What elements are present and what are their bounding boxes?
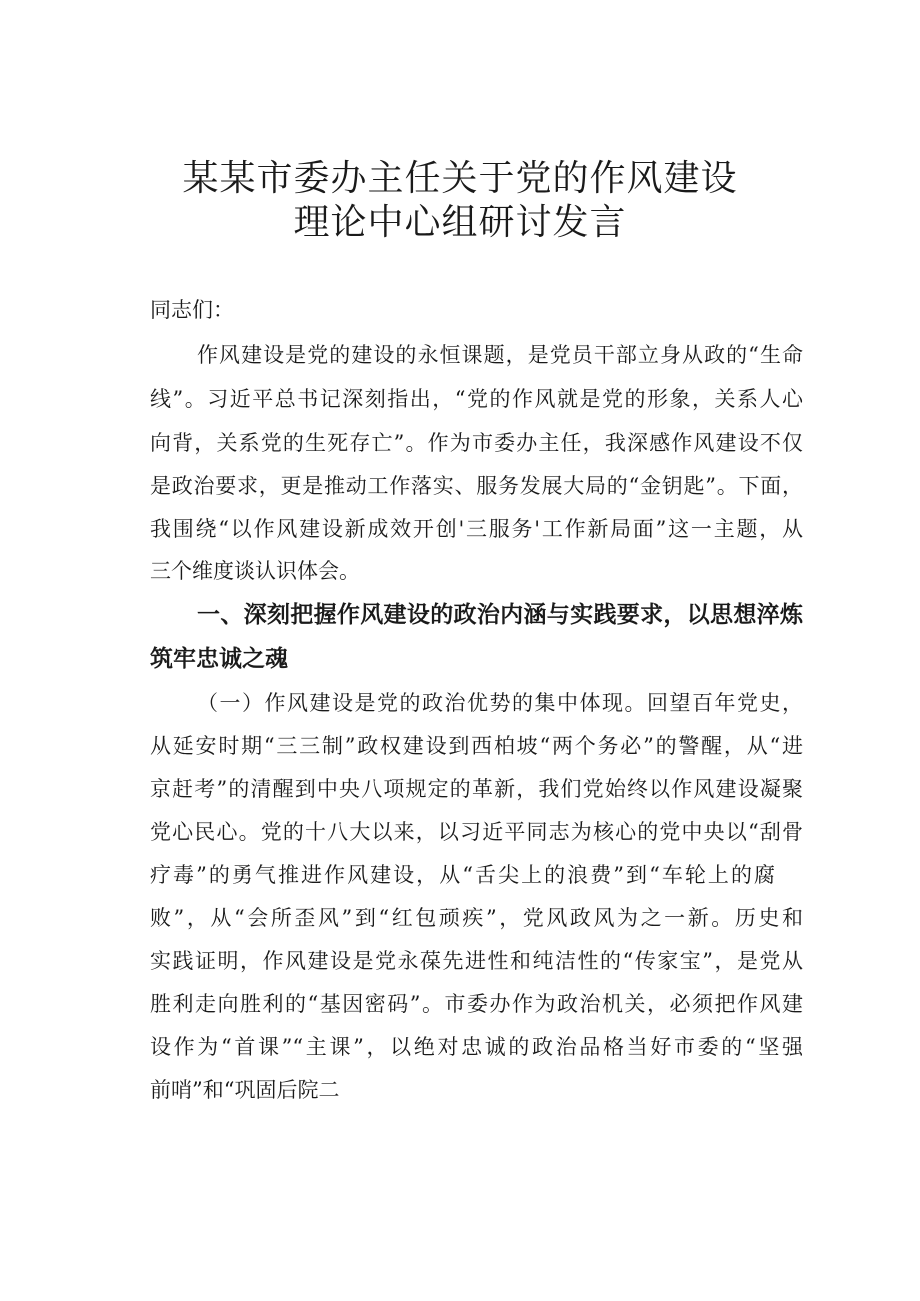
body-line: 设作为“首课”“主课”，以绝对忠诚的政治品格当好市委的“坚强 xyxy=(150,1035,803,1059)
body-line: 败”，从“会所歪风”到“红包顽疾”，党风政风为之一新。历史和 xyxy=(150,906,803,930)
intro-line: 三个维度谈认识体会。 xyxy=(150,559,360,583)
body-line: 实践证明，作风建设是党永葆先进性和纯洁性的“传家宝”，是党从 xyxy=(150,949,803,973)
body-line: 京赶考”的清醒到中央八项规定的革新，我们党始终以作风建设凝聚 xyxy=(150,777,803,801)
intro-line: 向背，关系党的生死存亡”。作为市委办主任，我深感作风建设不仅 xyxy=(150,431,803,455)
body-line: 从延安时期“三三制”政权建设到西柏坡“两个务必”的警醒，从“进 xyxy=(150,734,803,758)
document-title-line-2: 理论中心组研讨发言 xyxy=(293,202,627,243)
document-title-line-1: 某某市委办主任关于党的作风建设 xyxy=(182,158,738,199)
body-line: 前哨”和“巩固后院二 xyxy=(150,1078,340,1102)
intro-line: 线”。习近平总书记深刻指出，“党的作风就是党的形象，关系人心 xyxy=(150,387,803,411)
body-line: 疗毒”的勇气推进作风建设，从“舌尖上的浪费”到“车轮上的腐 xyxy=(150,863,775,887)
intro-line: 是政治要求，更是推动工作落实、服务发展大局的“金钥匙”。下面， xyxy=(150,474,803,498)
section-heading: 一、深刻把握作风建设的政治内涵与实践要求，以思想淬炼 xyxy=(197,602,803,628)
body-line: 党心民心。党的十八大以来，以习近平同志为核心的党中央以“刮骨 xyxy=(150,820,803,844)
body-line: （一）作风建设是党的政治优势的集中体现。回望百年党史， xyxy=(197,691,803,715)
body-line: 胜利走向胜利的“基因密码”。市委办作为政治机关，必须把作风建 xyxy=(150,992,803,1016)
salutation: 同志们： xyxy=(150,298,234,322)
intro-line: 我围绕“以作风建设新成效开创'三服务'工作新局面”这一主题，从 xyxy=(150,517,803,541)
intro-line: 作风建设是党的建设的永恒课题，是党员干部立身从政的“生命 xyxy=(197,343,803,367)
section-heading: 筑牢忠诚之魂 xyxy=(150,646,288,672)
